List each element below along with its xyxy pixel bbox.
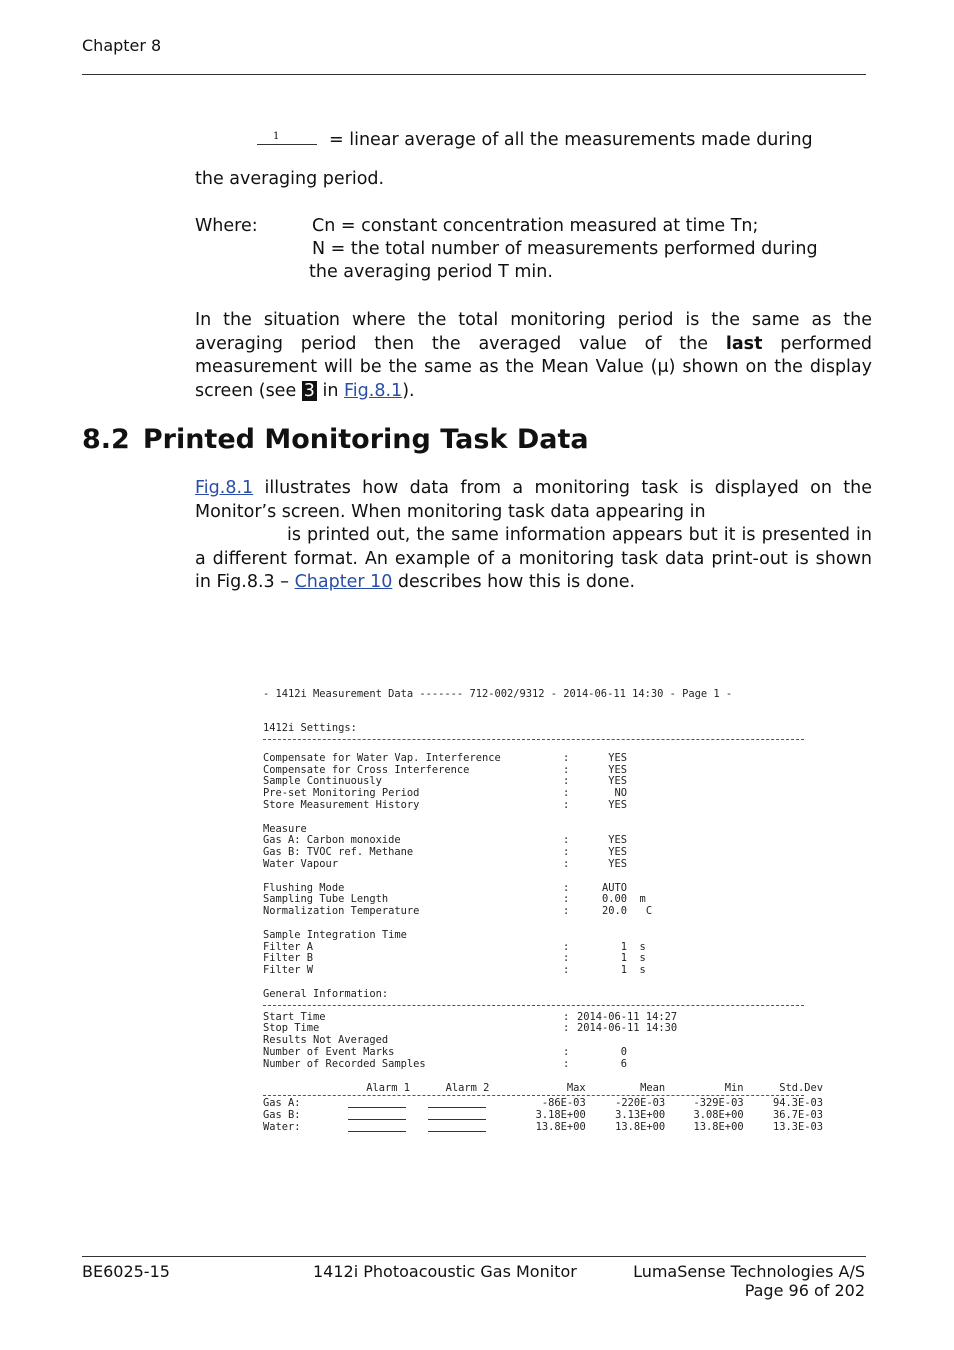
setting-row [263, 859, 823, 871]
setting-value: YES [577, 763, 628, 776]
cell-max: -86E-03 [541, 1097, 586, 1110]
cell-stddev: 36.7E-03 [772, 1109, 824, 1122]
setting-colon: : [563, 775, 570, 788]
results-table-header [263, 1083, 823, 1095]
settings-group-3 [263, 883, 823, 918]
setting-colon: : [563, 763, 570, 776]
setting-key: Compensate for Water Vap. Interference [263, 751, 501, 764]
setting-value: 20.0 C [577, 905, 653, 918]
cell-mean: 3.13E+00 [615, 1109, 666, 1122]
setting-row [263, 906, 823, 918]
row-name: Water: [263, 1120, 301, 1133]
paragraph-averaging [195, 309, 872, 403]
header-rule [82, 74, 866, 75]
setting-key: Compensate for Cross Interference [263, 763, 470, 776]
general-info-group [263, 1012, 823, 1071]
general-title: General Information: [263, 987, 389, 1000]
alarm-underline [348, 1110, 406, 1120]
setting-key: Normalization Temperature [263, 905, 420, 918]
printout-figure [263, 689, 823, 1134]
para1-text-b: performed measurement will be the same as the Mean Value (μ) shown on the display screen (see [195, 333, 872, 401]
para2-text-1: illustrates how data from a monitoring task is displayed on the Monitor’s screen. When monitoring task data appearing in [195, 478, 872, 522]
fig-8-1-link-2[interactable]: Fig.8.1 [195, 478, 254, 498]
alarm-underline [428, 1110, 486, 1120]
setting-value: 2014-06-11 14:30 [577, 1022, 678, 1035]
results-table-body [263, 1098, 823, 1133]
cell-max: 3.18E+00 [535, 1109, 586, 1122]
setting-value: 0 [577, 1045, 628, 1058]
setting-value: 2014-06-11 14:27 [577, 1010, 678, 1023]
column-header: Min [724, 1081, 744, 1094]
setting-row [263, 753, 823, 765]
chapter-10-link[interactable]: Chapter 10 [294, 572, 393, 592]
where-label: Where: [195, 216, 258, 236]
column-header: Alarm 1 [366, 1081, 410, 1094]
setting-key: Stop Time [263, 1022, 320, 1035]
cell-stddev: 94.3E-03 [772, 1097, 824, 1110]
setting-row [263, 953, 823, 965]
alarm-underline [348, 1122, 406, 1132]
where-line-2: N = the total number of measurements performed during [312, 239, 818, 259]
setting-row [263, 942, 823, 954]
setting-key: Number of Event Marks [263, 1045, 395, 1058]
setting-value: YES [577, 834, 628, 847]
setting-key: Filter A [263, 940, 314, 953]
setting-colon: : [563, 1045, 570, 1058]
alarm-blank [348, 1098, 427, 1110]
setting-row [263, 847, 823, 859]
setting-value: YES [577, 846, 628, 859]
setting-colon: : [563, 881, 570, 894]
setting-colon: : [563, 857, 570, 870]
setting-key: Filter W [263, 964, 314, 977]
alarm-blank [348, 1110, 427, 1122]
setting-value: YES [577, 751, 628, 764]
alarm-underline [428, 1122, 486, 1132]
setting-colon: : [563, 940, 570, 953]
setting-colon: : [563, 798, 570, 811]
setting-row [263, 1059, 823, 1071]
fraction-bar [257, 144, 317, 145]
setting-key: Store Measurement History [263, 798, 420, 811]
cell-mean: -220E-03 [615, 1097, 666, 1110]
setting-value: YES [577, 857, 628, 870]
where-line-3: the averaging period T min. [309, 262, 553, 282]
alarm-blank [348, 1122, 427, 1134]
setting-colon: : [563, 964, 570, 977]
para2-text-2: is printed out, the same information appears but it is presented in a different format. An example of a monitoring task data print-out is shown in Fig.8.3 – [195, 525, 872, 592]
column-header [263, 1083, 348, 1095]
alarm-underline [428, 1098, 486, 1108]
setting-key: Results Not Averaged [263, 1034, 389, 1047]
formula-description: = linear average of all the measurements made during [329, 130, 813, 150]
paragraph-printed-data [195, 477, 872, 595]
setting-key: Sample Continuously [263, 775, 382, 788]
footer-page: Page 96 of 202 [744, 1281, 865, 1300]
setting-colon: : [563, 787, 570, 800]
setting-value: YES [577, 798, 628, 811]
setting-colon: : [563, 893, 570, 906]
setting-key: Flushing Mode [263, 881, 345, 894]
footer-product: 1412i Photoacoustic Gas Monitor [313, 1262, 577, 1281]
para1-text-end: ). [402, 380, 415, 401]
para1-bold-last: last [725, 333, 763, 354]
alarm-blank [428, 1098, 507, 1110]
section-title: Printed Monitoring Task Data [142, 424, 589, 455]
dashed-rule [263, 1005, 804, 1006]
column-header: Alarm 2 [445, 1081, 490, 1094]
row-name: Gas B: [263, 1109, 301, 1122]
para1-text-a: In the situation where the total monitoring period is the same as the averaging period then the averaged value of the [195, 310, 872, 354]
column-header: Max [566, 1081, 586, 1094]
setting-key: Pre-set Monitoring Period [263, 787, 420, 800]
setting-key: Filter B [263, 952, 314, 965]
setting-colon: : [563, 1022, 570, 1035]
setting-value: 0.00 m [577, 893, 646, 906]
footer-doc-id: BE6025-15 [82, 1262, 170, 1281]
cell-stddev: 13.3E-03 [772, 1120, 824, 1133]
table-row [263, 1122, 823, 1134]
fraction-numerator: 1 [273, 131, 280, 142]
setting-value: NO [577, 787, 628, 800]
alarm-blank [428, 1110, 507, 1122]
formula-continuation: the averaging period. [195, 169, 385, 189]
dashed-rule [263, 1095, 804, 1096]
row-name: Gas A: [263, 1097, 301, 1110]
setting-value: 1 s [577, 952, 646, 965]
setting-colon: : [563, 1057, 570, 1070]
setting-key: Gas B: TVOC ref. Methane [263, 846, 414, 859]
integration-label: Sample Integration Time [263, 928, 407, 941]
setting-value: YES [577, 775, 628, 788]
para1-text-in: in [316, 380, 345, 401]
setting-value: AUTO [577, 881, 628, 894]
settings-group-4 [263, 942, 823, 977]
column-header: Std.Dev [779, 1081, 824, 1094]
callout-badge-3: 3 [303, 380, 315, 401]
settings-title: 1412i Settings: [263, 722, 357, 734]
column-header: Mean [640, 1081, 666, 1094]
measure-label: Measure [263, 822, 307, 835]
setting-row [263, 800, 823, 812]
cell-mean: 13.8E+00 [615, 1120, 666, 1133]
setting-key: Water Vapour [263, 857, 339, 870]
setting-value: 1 s [577, 940, 646, 953]
setting-colon: : [563, 1010, 570, 1023]
footer-rule [82, 1256, 866, 1257]
setting-key: Number of Recorded Samples [263, 1057, 426, 1070]
setting-colon: : [563, 834, 570, 847]
setting-row [263, 965, 823, 977]
alarm-blank [428, 1122, 507, 1134]
setting-key: Sampling Tube Length [263, 893, 389, 906]
setting-row [263, 1012, 823, 1024]
setting-key: Start Time [263, 1010, 326, 1023]
setting-colon: : [563, 751, 570, 764]
setting-value: 6 [577, 1057, 628, 1070]
setting-colon: : [563, 846, 570, 859]
cell-min: 13.8E+00 [693, 1120, 744, 1133]
footer-company: LumaSense Technologies A/S [633, 1262, 865, 1281]
where-line-1: Cn = constant concentration measured at time Tn; [312, 216, 759, 236]
section-number: 8.2 [82, 424, 130, 455]
settings-group-2 [263, 835, 823, 870]
setting-key: Gas A: Carbon monoxide [263, 834, 401, 847]
setting-colon: : [563, 952, 570, 965]
chapter-header: Chapter 8 [82, 36, 162, 55]
settings-group-1 [263, 753, 823, 812]
alarm-underline [348, 1098, 406, 1108]
setting-colon: : [563, 905, 570, 918]
cell-max: 13.8E+00 [535, 1120, 586, 1133]
setting-value: 1 s [577, 964, 646, 977]
para2-text-3: describes how this is done. [392, 572, 636, 592]
dashed-rule [263, 739, 804, 740]
printout-title: - 1412i Measurement Data ------- 712-002/9312 - 2014-06-11 14:30 - Page 1 - [263, 688, 733, 700]
section-heading [82, 424, 589, 455]
cell-min: 3.08E+00 [693, 1109, 744, 1122]
cell-min: -329E-03 [693, 1097, 744, 1110]
fig-8-1-link[interactable]: Fig.8.1 [344, 380, 403, 401]
setting-row [263, 1047, 823, 1059]
